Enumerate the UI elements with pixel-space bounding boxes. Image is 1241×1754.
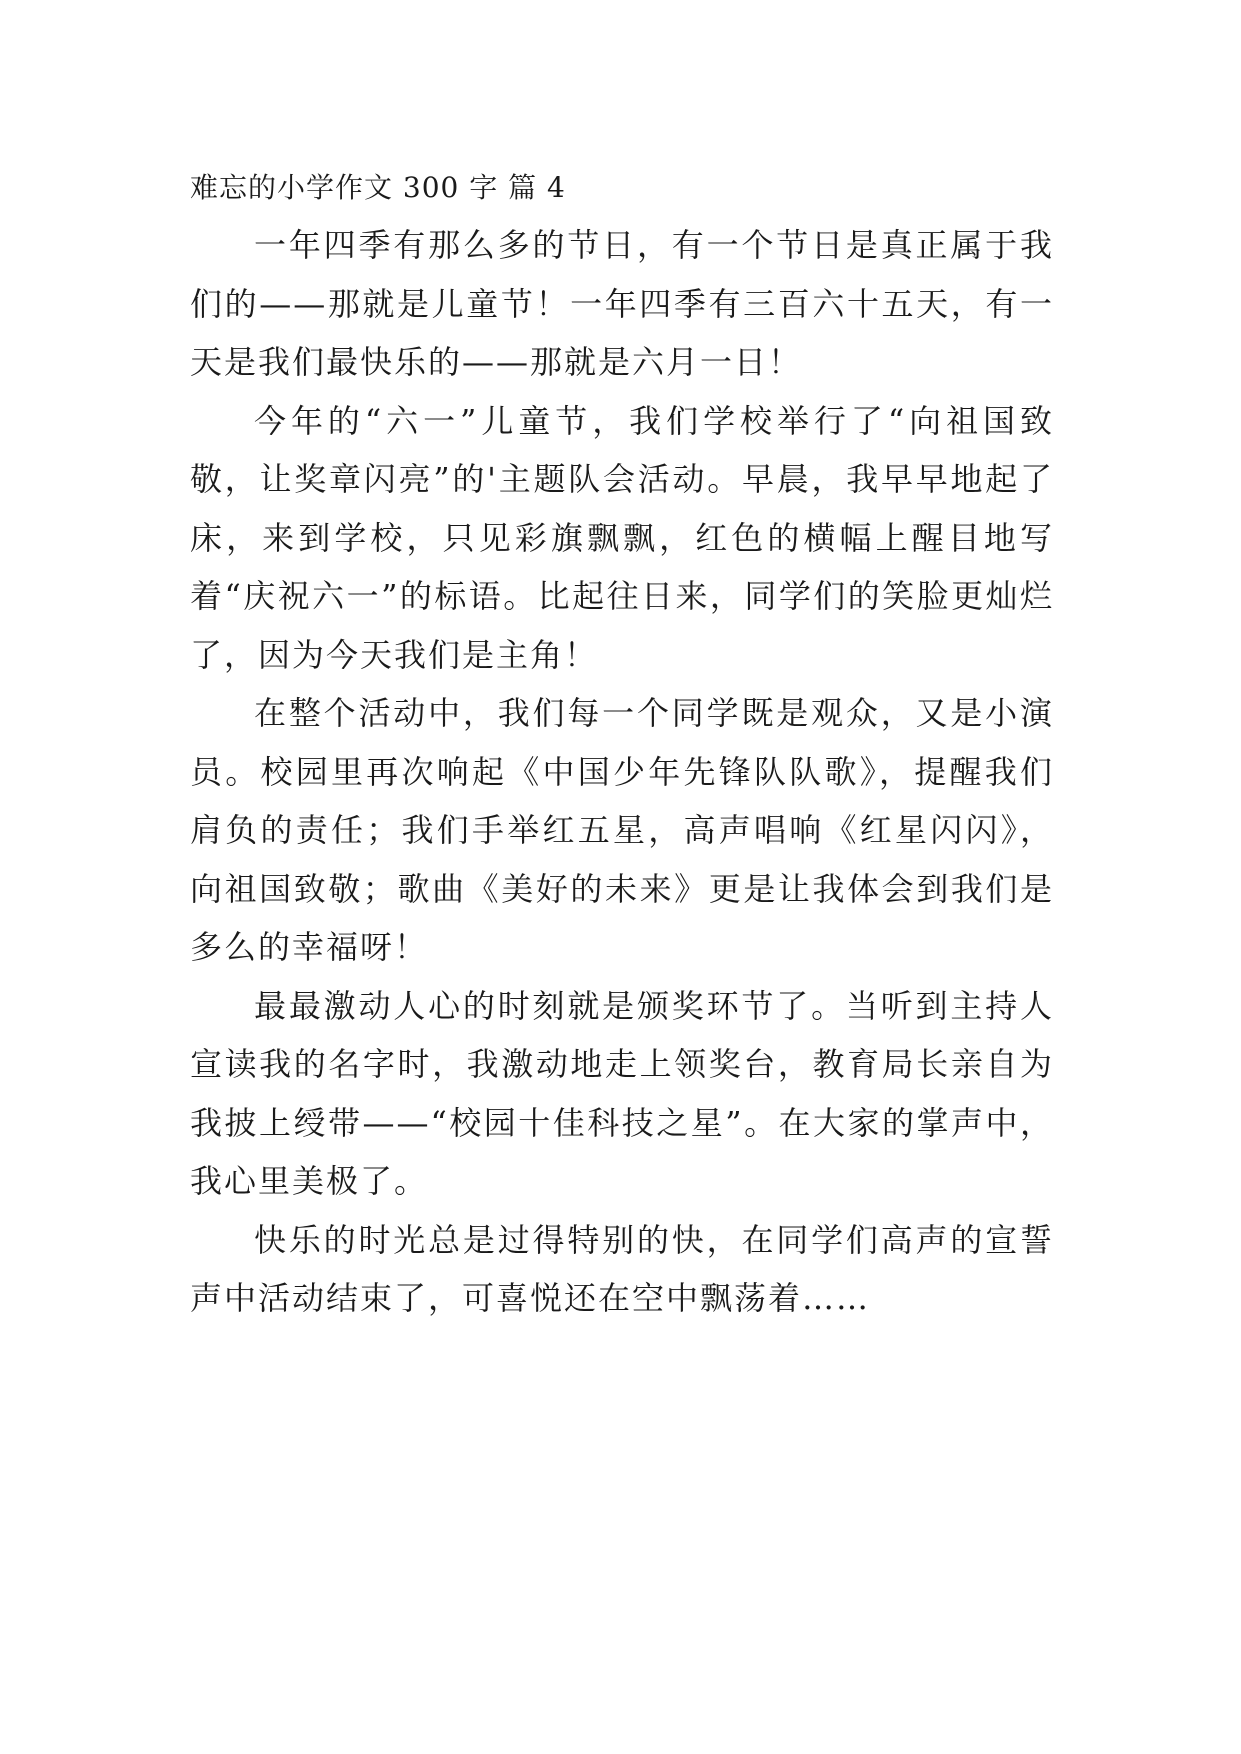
document-title: 难忘的小学作文 300 字 篇 4: [190, 171, 566, 204]
document-body: [190, 160, 1054, 1328]
paragraph: 一年四季有那么多的节日，有一个节日是真正属于我们的——那就是儿童节！一年四季有三百六十五天，有一天是我们最快乐的——那就是六月一日！: [190, 226, 1054, 381]
paragraph: 最最激动人心的时刻就是颁奖环节了。当听到主持人宣读我的名字时，我激动地走上领奖台，教育局长亲自为我披上绶带——“校园十佳科技之星”。在大家的掌声中，我心里美极了。: [190, 986, 1054, 1200]
paragraph: 快乐的时光总是过得特别的快，在同学们高声的宣誓声中活动结束了，可喜悦还在空中飘荡着……: [190, 1220, 1054, 1317]
paragraph: 在整个活动中，我们每一个同学既是观众，又是小演员。校园里再次响起《中国少年先锋队队歌》，提醒我们肩负的责任；我们手举红五星，高声唱响《红星闪闪》，向祖国致敬；歌曲《美好的未来》更是让我体会到我们是多么的幸福呀！: [190, 694, 1054, 966]
paragraph: 今年的“六一”儿童节，我们学校举行了“向祖国致敬，让奖章闪亮”的'主题队会活动。早晨，我早早地起了床，来到学校，只见彩旗飘飘，红色的横幅上醒目地写着“庆祝六一”的标语。比起往日来，同学们的笑脸更灿烂了，因为今天我们是主角！: [190, 401, 1054, 674]
